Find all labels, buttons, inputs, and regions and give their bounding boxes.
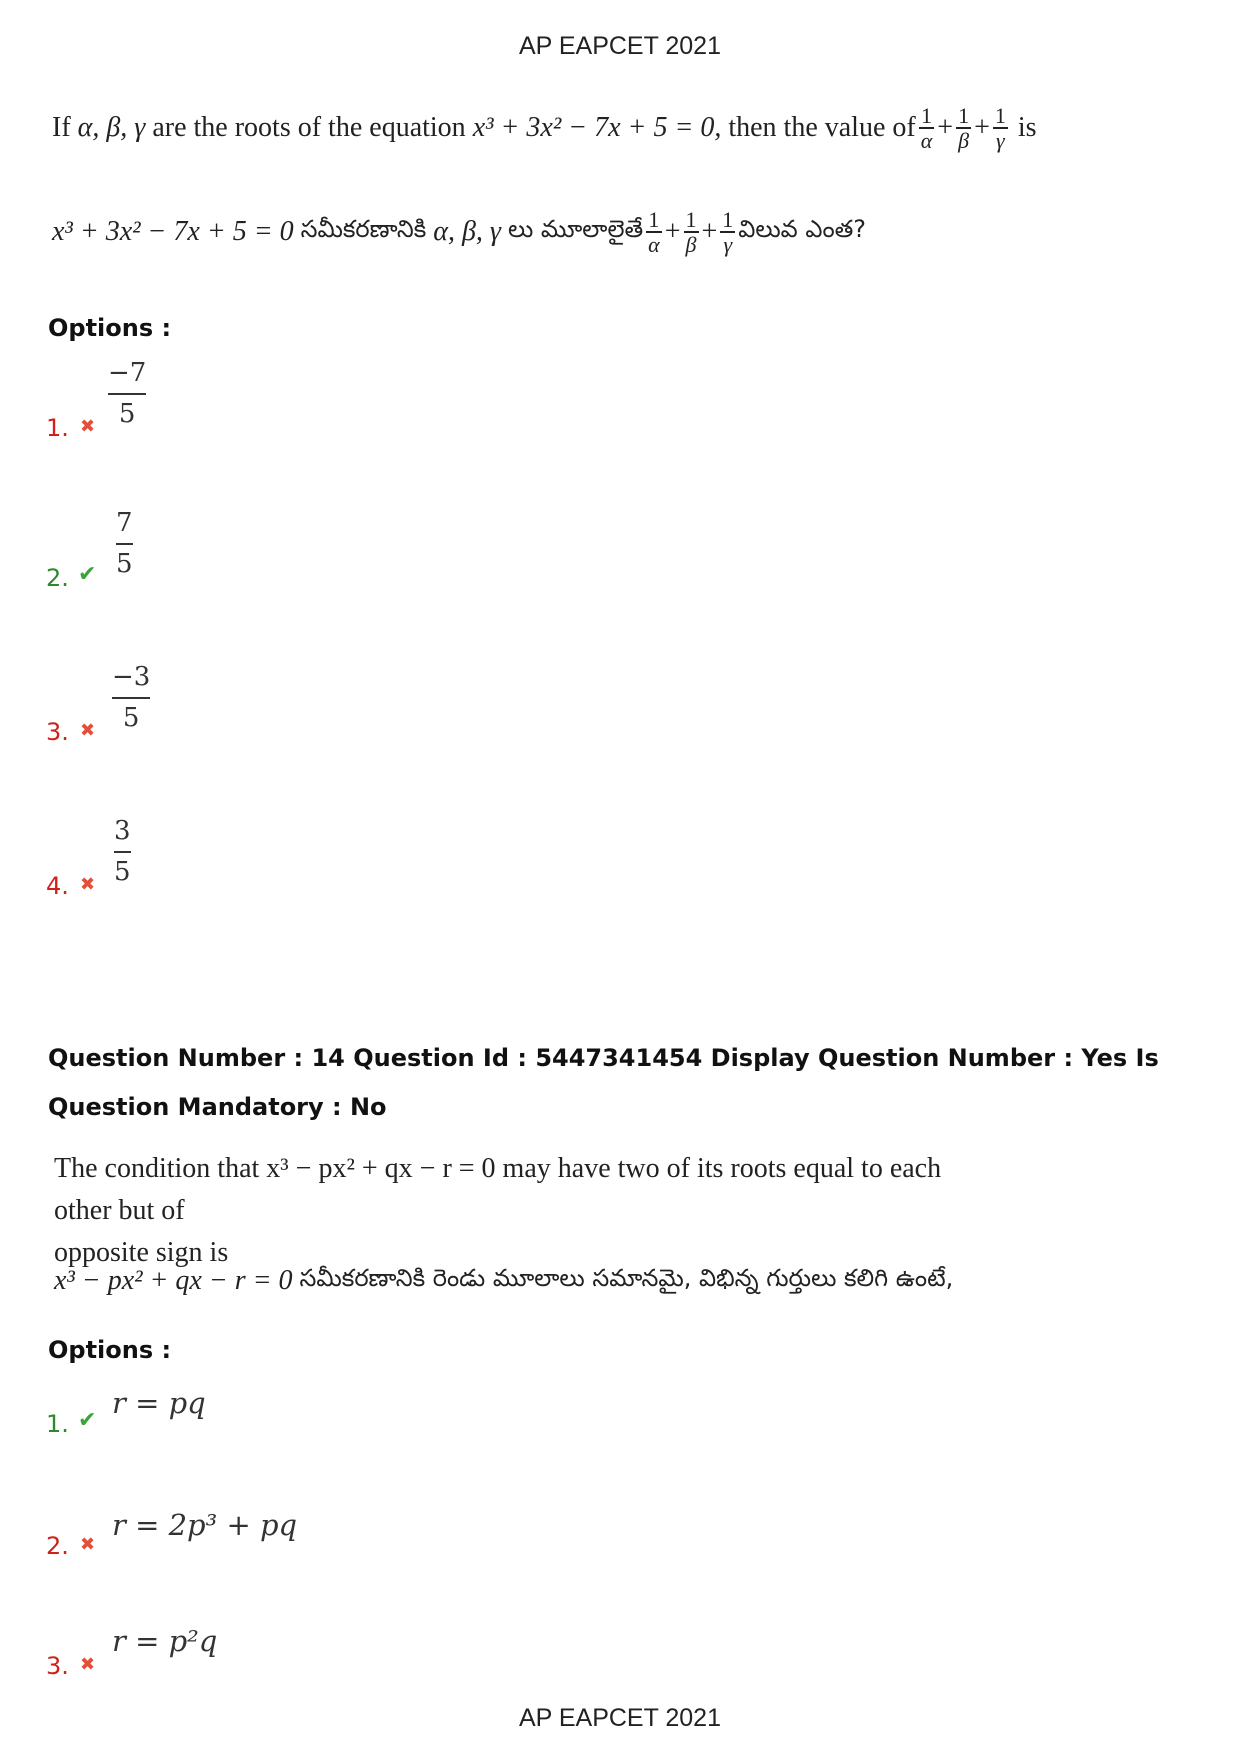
q2-option-1-value[interactable]: r = pq: [112, 1386, 206, 1420]
q2-en-line1: The condition that x³ − px² + qx − r = 0 may have two of its roots equal to each other but of: [54, 1153, 942, 1226]
q2-option-2-value[interactable]: r = 2p³ + pq: [112, 1508, 298, 1542]
q2-option-3-number: 3.: [46, 1652, 69, 1680]
q2-meta: Question Number : 14 Question Id : 5447341454 Display Question Number : Yes Is Question Mandatory : No: [48, 1044, 1159, 1121]
q2-option-3-value[interactable]: r = p²q: [112, 1624, 218, 1658]
page-footer: AP EAPCET 2021: [519, 1704, 721, 1732]
q1-option-4-numerator: 3: [114, 816, 131, 846]
q1-options-label: Options :: [48, 314, 172, 342]
q1-option-1-numerator: −7: [108, 358, 147, 388]
q1-en-then: then the value of: [728, 112, 916, 144]
q1-te-vars: α, β, γ: [433, 216, 501, 248]
q1-en-eq: x³ + 3x² − 7x + 5 = 0,: [472, 112, 722, 144]
cross-icon: ✖: [80, 1654, 96, 1675]
check-icon: ✔: [78, 1408, 97, 1433]
q1-option-3-denominator: 5: [122, 703, 140, 734]
q2-option-2-number: 2.: [46, 1532, 69, 1560]
q1-option-3-numerator: −3: [112, 662, 151, 692]
q1-option-3-number: 3.: [46, 718, 69, 746]
cross-icon: ✖: [80, 874, 96, 895]
q1-option-2-number: 2.: [46, 564, 69, 592]
q2-te-text: సమీకరణానికి రెండు మూలాలు సమానమై, విభిన్న గుర్తులు కలిగి ఉంటే,: [299, 1264, 954, 1292]
q1-option-4-denominator: 5: [114, 857, 131, 888]
q1-option-2-denominator: 5: [116, 549, 133, 580]
q1-te-eq: x³ + 3x² − 7x + 5 = 0: [52, 216, 294, 248]
fraction-1-alpha: $\frac{1}{\alpha}$: [920, 103, 933, 154]
cross-icon: ✖: [80, 720, 96, 741]
q1-option-1-value[interactable]: [108, 358, 146, 430]
fraction-1-alpha-te: $\frac{1}{\alpha}$: [648, 207, 660, 258]
q2-english: [54, 1148, 954, 1274]
q1-option-2-numerator: 7: [116, 508, 133, 538]
fraction-1-gamma-te: $\frac{1}{\gamma}$: [722, 207, 734, 258]
fraction-1-beta-te: $\frac{1}{\beta}$: [685, 207, 697, 258]
q1-en-mid: are the roots of the equation: [152, 112, 466, 144]
fraction-1-gamma: $\frac{1}{\gamma}$: [994, 103, 1006, 154]
q1-te-tail: విలువ ఎంత?: [738, 215, 867, 244]
cross-icon: ✖: [80, 416, 96, 437]
cross-icon: ✖: [80, 1534, 96, 1555]
q1-en-tail: is: [1017, 112, 1037, 144]
q1-en-vars: α, β, γ: [77, 112, 146, 144]
q1-english: If α, β, γ are the roots of the equation x³ + 3x² − 7x + 5 = 0, then the value of $\frac{1}{\alpha}$ + $\frac{1}{\beta}$ + $\frac{1}{\gamma}$ is: [52, 103, 1037, 154]
q2-te-eq: x³ − px² + qx − r = 0: [54, 1265, 293, 1296]
q2-options-label: Options :: [48, 1336, 172, 1364]
q1-te-roots: లు మూలాలైతే: [507, 215, 644, 244]
q1-option-1-number: 1.: [46, 414, 69, 442]
q2-en-line2: opposite sign is: [54, 1237, 229, 1268]
q1-te-mid: సమీకరణానికి: [300, 215, 427, 244]
check-icon: ✔: [78, 562, 97, 587]
q1-en-lead: If: [52, 112, 71, 144]
q1-option-2-value[interactable]: [116, 508, 133, 580]
q1-option-4-value[interactable]: [114, 816, 131, 888]
q1-option-4-number: 4.: [46, 872, 69, 900]
q1-telugu: x³ + 3x² − 7x + 5 = 0 సమీకరణానికి α, β, γ లు మూలాలైతే $\frac{1}{\alpha}$ + $\frac{1}{\beta}$ + $\frac{1}{\gamma}$ విలువ ఎంత?: [52, 207, 867, 258]
q2-option-1-number: 1.: [46, 1410, 69, 1438]
page-header: AP EAPCET 2021: [519, 32, 721, 60]
q1-option-1-denominator: 5: [118, 399, 136, 430]
fraction-1-beta: $\frac{1}{\beta}$: [958, 103, 970, 154]
q1-option-3-value[interactable]: [112, 662, 150, 734]
q2-telugu: [54, 1264, 953, 1298]
